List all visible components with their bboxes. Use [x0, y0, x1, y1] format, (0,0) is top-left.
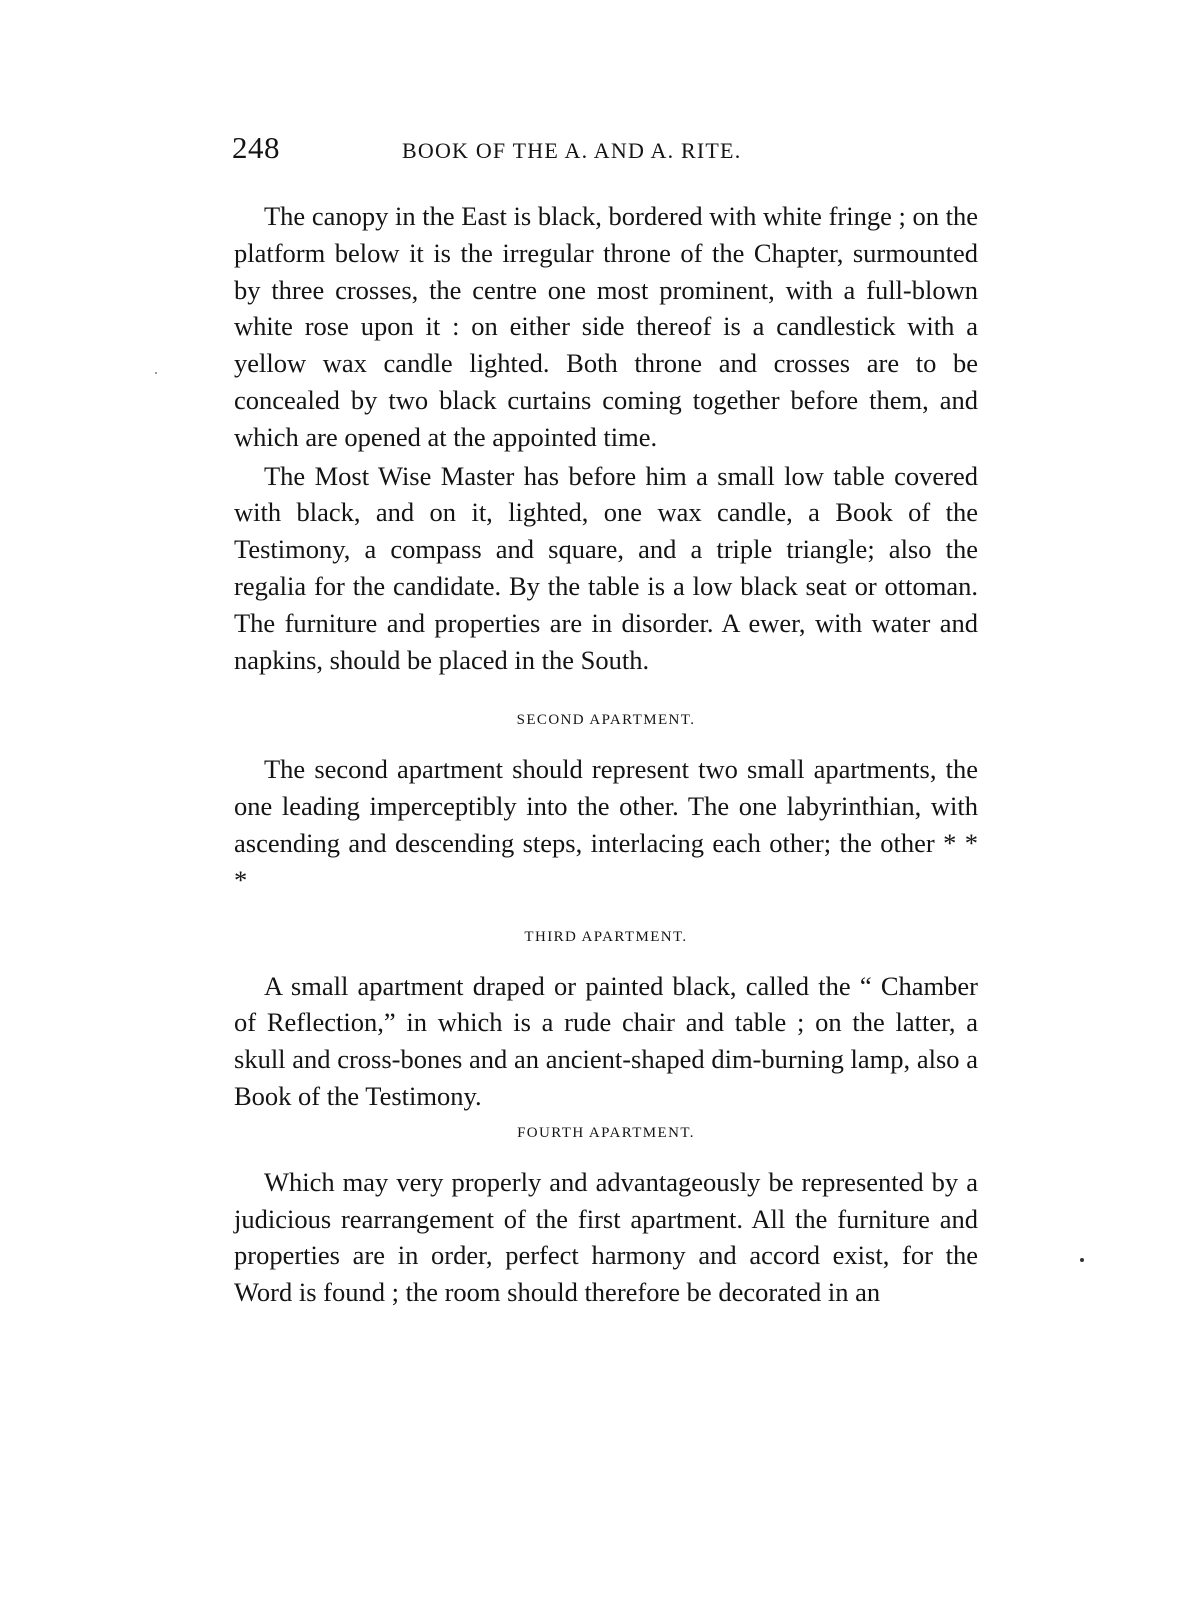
heading-fourth-apartment: FOURTH APARTMENT. [517, 1124, 695, 1141]
print-speck [1080, 1258, 1084, 1262]
running-title: BOOK OF THE A. AND A. RITE. [402, 138, 742, 163]
body-text [234, 198, 978, 1311]
heading-second-apartment: SECOND APARTMENT. [516, 712, 696, 729]
running-head [232, 128, 972, 172]
paragraph-third-apartment: A small apartment draped or painted black, called the “ Chamber of Reflection,” in which is a rude chair and table ; on the latter, a skull and cross-bones and an ancient-shaped dim-burning lamp, also a Book of the Testimony. [234, 970, 978, 1111]
paragraph-fourth-apartment: Which may very properly and advantageously be represented by a judicious rearrangement of the first apartment. All the furniture and properties are in order, perfect harmony and accord exist, for the Word is found ; the room should therefore be decorated in an [234, 1166, 978, 1308]
print-speck [155, 372, 157, 374]
page-number: 248 [232, 130, 280, 165]
heading-third-apartment: THIRD APARTMENT. [524, 928, 688, 945]
paragraph-second-apartment: The second apartment should represent two small apartments, the one leading imperceptibly into the other. The one labyrinthian, with ascending and descending steps, interlacing each other; the other * * * [234, 754, 978, 895]
paragraph-canopy: The canopy in the East is black, bordered with white fringe ; on the platform below it is the irregular throne of the Chapter, surmounted by three crosses, the centre one most prominent, with a full-blown white rose upon it : on either side thereof is a candlestick with a yellow wax candle lighted. Both throne and crosses are to be concealed by two black curtains coming together before them, and which are opened at the appointed time. [234, 201, 978, 452]
paragraph-most-wise-master: The Most Wise Master has before him a small low table covered with black, and on it, lighted, one wax candle, a Book of the Testimony, a compass and square, and a triple triangle; also the regalia for the candidate. By the table is a low black seat or ottoman. The furniture and properties are in disorder. A ewer, with water and napkins, should be placed in the South. [234, 460, 978, 675]
